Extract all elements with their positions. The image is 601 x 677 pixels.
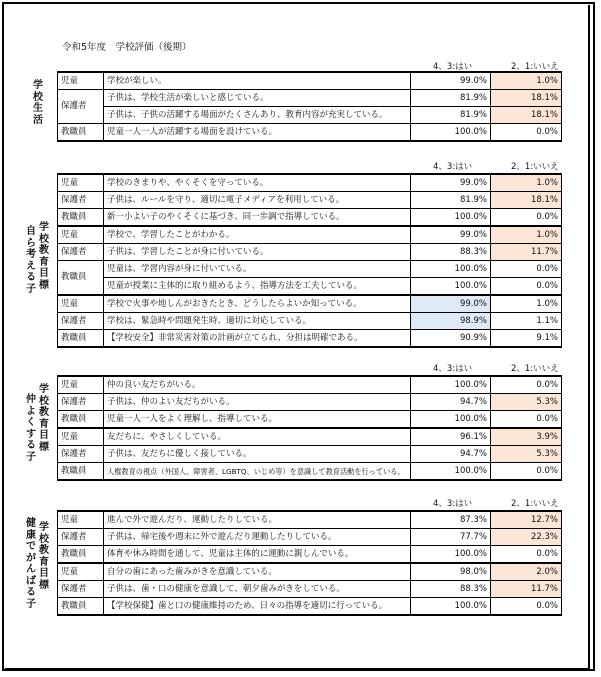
table-row (58, 295, 562, 313)
table-row (58, 261, 562, 278)
respondent-cell: 教職員 (58, 463, 104, 481)
no-percent-cell: 1.1% (491, 313, 562, 330)
section-label: 学校生活 (33, 80, 43, 126)
question-cell: 学校で火事や地しんがおきたとき、どうしたらよいか知っている。 (104, 295, 411, 313)
table-row (58, 174, 562, 192)
respondent-cell: 児童 (58, 174, 104, 192)
respondent-cell: 保護者 (58, 394, 104, 411)
respondent-cell: 児童 (58, 563, 104, 581)
col-header-no: 2、1:いいえ (511, 364, 559, 374)
yes-percent-cell: 100.0% (411, 124, 491, 142)
question-cell: 学校のきまりや、やくそくを守っている。 (104, 174, 411, 192)
respondent-cell: 教職員 (58, 546, 104, 564)
question-cell: 体育や休み時間を通して、児童は主体的に運動に親しんでいる。 (104, 546, 411, 564)
no-percent-cell: 11.7% (491, 581, 562, 598)
question-cell: 学校で、学習したことがわかる。 (104, 226, 411, 244)
question-cell: 進んで外で遊んだり、運動したりしている。 (104, 511, 411, 529)
yes-percent-cell: 98.9% (411, 313, 491, 330)
question-cell: 子供は、子供の活躍する場面がたくさんあり、教育内容が充実している。 (104, 107, 411, 124)
question-cell: 児童が授業に主体的に取り組めるよう、指導方法を工夫している。 (104, 278, 411, 296)
yes-percent-cell: 94.7% (411, 446, 491, 463)
question-cell: 仲の良い友だちがいる。 (104, 376, 411, 394)
question-cell: 【学校安全】非常災害対策の計画が立てられ、分担は明確である。 (104, 330, 411, 348)
no-percent-cell: 22.3% (491, 529, 562, 546)
question-cell: 子供は、仲のよい友だちがいる。 (104, 394, 411, 411)
respondent-cell: 児童 (58, 226, 104, 244)
respondent-cell: 保護者 (58, 192, 104, 209)
table-row (58, 394, 562, 411)
no-percent-cell: 18.1% (491, 192, 562, 209)
yes-percent-cell: 99.0% (411, 295, 491, 313)
eval-table (57, 173, 562, 348)
table-row (58, 598, 562, 616)
question-cell: 子供は、ルールを守り、適切に電子メディアを利用している。 (104, 192, 411, 209)
respondent-cell: 教職員 (58, 124, 104, 142)
table-row (58, 411, 562, 429)
yes-percent-cell: 99.0% (411, 72, 491, 90)
table-row (58, 226, 562, 244)
table-row (58, 90, 562, 107)
no-percent-cell: 0.0% (491, 124, 562, 142)
question-cell: 子供は、学習したことが身に付いている。 (104, 244, 411, 261)
no-percent-cell: 5.3% (491, 394, 562, 411)
yes-percent-cell: 100.0% (411, 546, 491, 564)
section-label: 自ら考える子 (26, 226, 36, 295)
respondent-cell: 児童 (58, 511, 104, 529)
no-percent-cell: 1.0% (491, 295, 562, 313)
no-percent-cell: 2.0% (491, 563, 562, 581)
table-row (58, 313, 562, 330)
page-title: 令和5年度 学校評価（後期） (62, 42, 192, 53)
col-header-yes: 4、3:はい (433, 162, 473, 172)
yes-percent-cell: 100.0% (411, 411, 491, 429)
yes-percent-cell: 96.1% (411, 428, 491, 446)
respondent-cell: 児童 (58, 428, 104, 446)
table-row (58, 428, 562, 446)
no-percent-cell: 0.0% (491, 278, 562, 296)
table-row (58, 446, 562, 463)
table-row (58, 192, 562, 209)
question-cell: 児童一人一人をよく理解し、指導している。 (104, 411, 411, 429)
section-sublabel: 学校教育目標 (39, 384, 49, 453)
respondent-cell: 保護者 (58, 90, 104, 124)
yes-percent-cell: 100.0% (411, 376, 491, 394)
no-percent-cell: 0.0% (491, 261, 562, 278)
table-row (58, 124, 562, 142)
respondent-cell: 教職員 (58, 330, 104, 348)
table-row (58, 330, 562, 348)
respondent-cell: 教職員 (58, 209, 104, 227)
respondent-cell: 保護者 (58, 529, 104, 546)
question-cell: 友だちに、やさしくしている。 (104, 428, 411, 446)
table-row (58, 244, 562, 261)
table-row (58, 209, 562, 227)
no-percent-cell: 0.0% (491, 546, 562, 564)
table-row (58, 563, 562, 581)
question-cell: 子供は、友だちに優しく接している。 (104, 446, 411, 463)
yes-percent-cell: 87.3% (411, 511, 491, 529)
yes-percent-cell: 100.0% (411, 261, 491, 278)
table-row (58, 72, 562, 90)
yes-percent-cell: 99.0% (411, 226, 491, 244)
no-percent-cell: 0.0% (491, 411, 562, 429)
no-percent-cell: 5.3% (491, 446, 562, 463)
table-row (58, 511, 562, 529)
question-cell: 新一小よい子のやくそくに基づき、同一歩調で指導している。 (104, 209, 411, 227)
table-row (58, 529, 562, 546)
yes-percent-cell: 98.0% (411, 563, 491, 581)
respondent-cell: 教職員 (58, 598, 104, 616)
question-cell: 子供は、学校生活が楽しいと感じている。 (104, 90, 411, 107)
yes-percent-cell: 81.9% (411, 192, 491, 209)
no-percent-cell: 1.0% (491, 174, 562, 192)
section-label: 仲よくする子 (26, 394, 36, 463)
no-percent-cell: 0.0% (491, 209, 562, 227)
question-cell: 自分の歯にあった歯みがきを意識している。 (104, 563, 411, 581)
no-percent-cell: 9.1% (491, 330, 562, 348)
no-percent-cell: 0.0% (491, 598, 562, 616)
no-percent-cell: 1.0% (491, 72, 562, 90)
no-percent-cell: 18.1% (491, 90, 562, 107)
question-cell: 学校が楽しい。 (104, 72, 411, 90)
question-cell: 子供は、帰宅後や週末に外で遊んだり運動したりしている。 (104, 529, 411, 546)
col-header-no: 2、1:いいえ (511, 62, 559, 72)
yes-percent-cell: 94.7% (411, 394, 491, 411)
no-percent-cell: 3.9% (491, 428, 562, 446)
no-percent-cell: 11.7% (491, 244, 562, 261)
respondent-cell: 児童 (58, 295, 104, 313)
yes-percent-cell: 77.7% (411, 529, 491, 546)
respondent-cell: 保護者 (58, 581, 104, 598)
col-header-no: 2、1:いいえ (511, 162, 559, 172)
question-cell: 児童は、学習内容が身に付いている。 (104, 261, 411, 278)
respondent-cell: 保護者 (58, 446, 104, 463)
table-row (58, 463, 562, 481)
table-row (58, 376, 562, 394)
col-header-yes: 4、3:はい (433, 499, 473, 509)
yes-percent-cell: 100.0% (411, 463, 491, 481)
col-header-yes: 4、3:はい (433, 364, 473, 374)
yes-percent-cell: 81.9% (411, 107, 491, 124)
yes-percent-cell: 100.0% (411, 598, 491, 616)
question-cell: 【学校保健】歯と口の健康維持のため、日々の指導を適切に行っている。 (104, 598, 411, 616)
question-cell: 子供は、歯・口の健康を意識して、朝夕歯みがきをしている。 (104, 581, 411, 598)
question-cell: 学校は、緊急時や問題発生時、適切に対応している。 (104, 313, 411, 330)
table-row (58, 107, 562, 124)
no-percent-cell: 18.1% (491, 107, 562, 124)
table-row (58, 581, 562, 598)
question-cell: 児童一人一人が活躍する場面を設けている。 (104, 124, 411, 142)
eval-table (57, 71, 562, 142)
eval-table (57, 375, 562, 481)
no-percent-cell: 1.0% (491, 226, 562, 244)
yes-percent-cell: 81.9% (411, 90, 491, 107)
table-row (58, 278, 562, 296)
respondent-cell: 教職員 (58, 261, 104, 296)
col-header-no: 2、1:いいえ (511, 499, 559, 509)
no-percent-cell: 0.0% (491, 376, 562, 394)
no-percent-cell: 12.7% (491, 511, 562, 529)
respondent-cell: 保護者 (58, 313, 104, 330)
yes-percent-cell: 90.9% (411, 330, 491, 348)
yes-percent-cell: 100.0% (411, 209, 491, 227)
section-label: 健康でがんばる子 (26, 518, 36, 610)
section-sublabel: 学校教育目標 (39, 522, 49, 591)
respondent-cell: 教職員 (58, 411, 104, 429)
yes-percent-cell: 88.3% (411, 244, 491, 261)
col-header-yes: 4、3:はい (433, 62, 473, 72)
table-row (58, 546, 562, 564)
respondent-cell: 児童 (58, 72, 104, 90)
respondent-cell: 保護者 (58, 244, 104, 261)
yes-percent-cell: 99.0% (411, 174, 491, 192)
question-cell: 人権教育の視点（外国人、障害者、LGBTQ、いじめ等）を意識して教育活動を行っている。 (104, 463, 411, 481)
yes-percent-cell: 88.3% (411, 581, 491, 598)
no-percent-cell: 0.0% (491, 463, 562, 481)
respondent-cell: 児童 (58, 376, 104, 394)
yes-percent-cell: 100.0% (411, 278, 491, 296)
eval-table (57, 510, 562, 616)
section-sublabel: 学校教育目標 (39, 222, 49, 291)
